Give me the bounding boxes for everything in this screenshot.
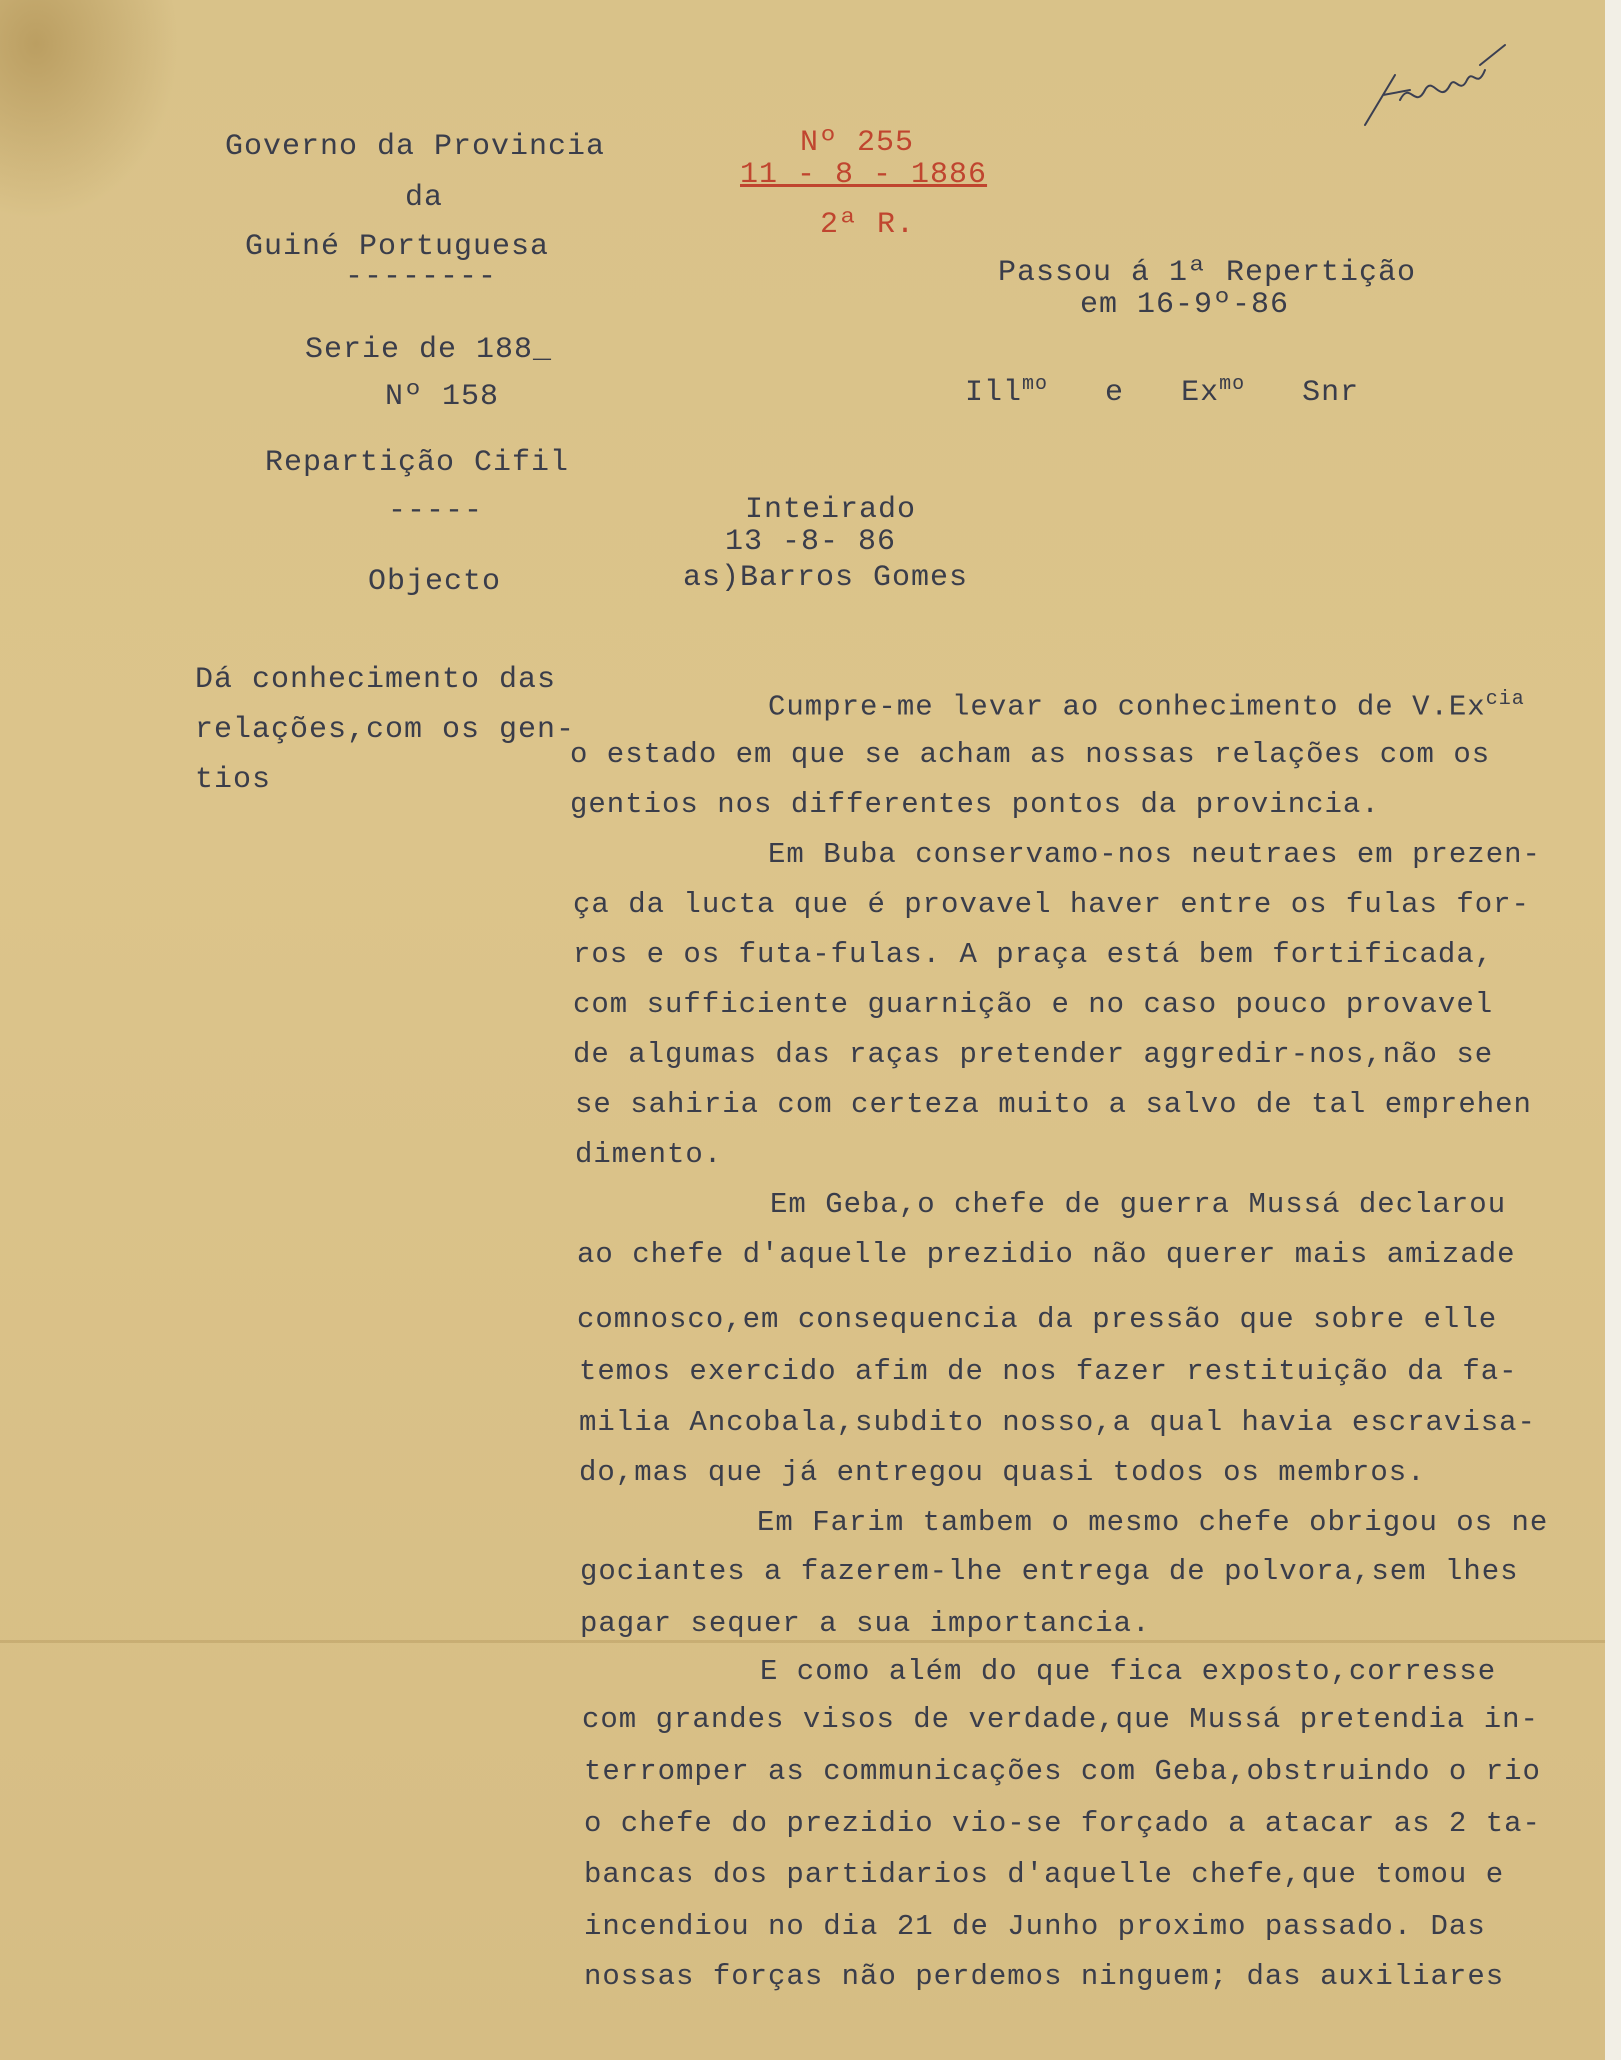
body-line: do,mas que já entregou quasi todos os membros. [579,1456,1426,1489]
subject-line-2: relações,com os gen- [195,713,576,747]
reparticao-label: Repartição Cifil [265,446,570,480]
inteirado-signature: as)Barros Gomes [683,561,969,595]
subject-line-3: tios [195,763,272,797]
salutation-ex: Ex [1181,376,1220,410]
govt-line3: Guiné Portuguesa [245,230,550,264]
body-line: milia Ancobala,subdito nosso,a qual havia escravisa- [579,1406,1536,1439]
body-line: gociantes a fazerem-lhe entrega de polvora,sem lhes [580,1555,1519,1588]
passou-date: em 16-9º-86 [1080,288,1290,322]
body-line: pagar sequer a sua importancia. [580,1607,1151,1640]
serie-label: Serie de 188_ [305,333,553,367]
body-line: se sahiria com certeza muito a salvo de tal emprehen [575,1088,1532,1121]
salutation-e: e [1105,376,1125,410]
rule-1: -------- [345,260,498,294]
objecto-label: Objecto [368,565,502,599]
inteirado-date: 13 -8- 86 [725,525,897,559]
govt-line2: da [405,181,444,215]
passou-label: Passou á 1ª Repertição [998,256,1417,290]
body-line: Em Geba,o chefe de guerra Mussá declarou [770,1188,1507,1221]
body-line: comnosco,em consequencia da pressão que sobre elle [577,1303,1498,1336]
body-line: temos exercido afim de nos fazer restituição da fa- [579,1355,1518,1388]
body-first-line-sup: cia [1485,688,1525,711]
body-line: nossas forças não perdemos ninguem; das auxiliares [584,1960,1505,1993]
numero-label: Nº 158 [385,380,500,414]
reference-rep: 2ª R. [820,208,916,242]
salutation-ill: Ill [965,376,1023,410]
body-first-line-text: Cumpre-me levar ao conhecimento de V.Ex [768,690,1486,724]
rule-2: ----- [388,494,484,528]
handwritten-signature [1355,40,1515,130]
body-line: o chefe do prezidio vio-se forçado a atacar as 2 ta- [584,1807,1541,1840]
body-line: com grandes visos de verdade,que Mussá pretendia in- [582,1703,1539,1736]
salutation [965,375,1359,408]
reference-date: 11 - 8 - 1886 [740,158,988,192]
salutation-snr: Snr [1302,376,1360,410]
body-line: Em Buba conservamo-nos neutraes em prezen- [768,838,1541,871]
body-line: o estado em que se acham as nossas relações com os [570,738,1491,771]
body-line: ao chefe d'aquelle prezidio não querer mais amizade [577,1238,1516,1271]
body-line: dimento. [575,1138,723,1171]
body-line: ros e os futa-fulas. A praça está bem fortificada, [573,938,1494,971]
subject-line-1: Dá conhecimento das [195,663,557,697]
inteirado-label: Inteirado [745,493,917,527]
body-line: terromper as communicações com Geba,obstruindo o rio [584,1755,1541,1788]
salutation-ex-sup: mo [1219,373,1246,396]
body-line: incendiou no dia 21 de Junho proximo passado. Das [584,1910,1486,1943]
paper-stain [0,0,180,220]
body-line: ça da lucta que é provavel haver entre os fulas for- [573,888,1530,921]
body-line: bancas dos partidarios d'aquelle chefe,que tomou e [584,1858,1505,1891]
salutation-ill-sup: mo [1022,373,1049,396]
reference-number: Nº 255 [800,126,915,160]
body-line: gentios nos differentes pontos da provincia. [570,788,1380,821]
body-line: com sufficiente guarnição e no caso pouco provavel [573,988,1494,1021]
govt-line1: Governo da Provincia [225,130,606,164]
paper-fold [0,1640,1605,1643]
body-line: Em Farim tambem o mesmo chefe obrigou os ne [757,1506,1549,1539]
body-first-line [768,690,1525,722]
body-line: E como além do que fica exposto,corresse [760,1655,1497,1688]
body-line: de algumas das raças pretender aggredir-nos,não se [573,1038,1494,1071]
page-edge [1605,0,1621,2060]
